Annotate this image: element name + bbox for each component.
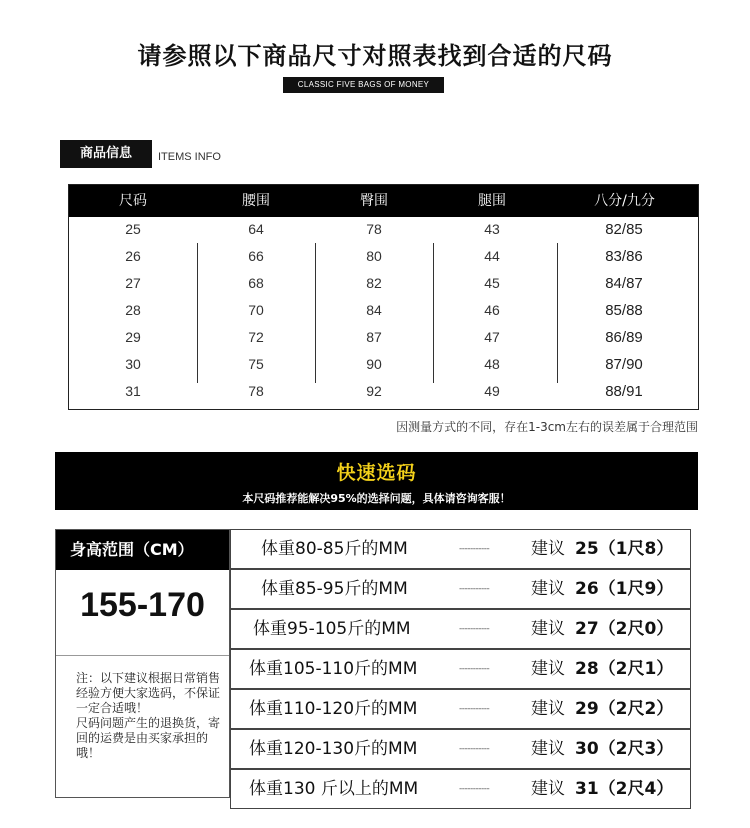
recommendation-row <box>230 729 691 769</box>
recommendation-row <box>230 529 691 569</box>
table-cell: 84 <box>366 302 382 318</box>
header-length: 八分/九分 <box>594 193 655 209</box>
table-cell: 78 <box>366 221 382 237</box>
suggest-label: 建议 <box>531 659 565 679</box>
suggested-size: 25（1尺8） <box>575 539 674 559</box>
table-cell: 75 <box>248 356 264 372</box>
quick-select-subtitle: 本尺码推荐能解决95%的选择问题，具体请咨询客服！ <box>242 492 511 505</box>
table-cell: 83/86 <box>605 248 643 265</box>
header-waist: 腰围 <box>242 193 270 209</box>
table-cell: 43 <box>484 221 500 237</box>
column-divider <box>557 243 558 383</box>
table-cell: 27 <box>125 275 141 291</box>
table-cell: 44 <box>484 248 500 264</box>
recommendation-row <box>230 689 691 729</box>
recommendation-row <box>230 649 691 689</box>
dash-leader: ----------- <box>459 584 490 594</box>
suggestion <box>531 570 673 608</box>
suggestion <box>531 530 673 568</box>
quick-select-title: 快速选码 <box>336 462 417 484</box>
column-divider <box>315 243 316 383</box>
table-cell: 85/88 <box>605 302 643 319</box>
table-cell: 70 <box>248 302 264 318</box>
dash-leader: ----------- <box>459 624 490 634</box>
suggest-label: 建议 <box>531 739 565 759</box>
table-cell: 31 <box>125 383 141 399</box>
suggestion <box>531 610 673 648</box>
dash-leader: ----------- <box>459 784 490 794</box>
suggested-size: 29（2尺2） <box>575 699 674 719</box>
table-cell: 82 <box>366 275 382 291</box>
suggest-label: 建议 <box>531 579 565 599</box>
suggested-size: 30（2尺3） <box>575 739 674 759</box>
table-cell: 47 <box>484 329 500 345</box>
suggest-label: 建议 <box>531 539 565 559</box>
table-cell: 78 <box>248 383 264 399</box>
table-cell: 87 <box>366 329 382 345</box>
table-cell: 68 <box>248 275 264 291</box>
recommendation-row <box>230 569 691 609</box>
measurement-note: 因测量方式的不同，存在1-3cm左右的误差属于合理范围 <box>396 420 698 434</box>
table-cell: 30 <box>125 356 141 372</box>
column-divider <box>433 243 434 383</box>
suggest-label: 建议 <box>531 619 565 639</box>
table-cell: 26 <box>125 248 141 264</box>
recommendation-row <box>230 609 691 649</box>
suggest-label: 建议 <box>531 779 565 799</box>
suggestion <box>531 770 673 808</box>
table-cell: 49 <box>484 383 500 399</box>
dash-leader: ----------- <box>459 544 490 554</box>
suggestion <box>531 690 673 728</box>
header-thigh: 腿围 <box>478 193 506 209</box>
table-cell: 88/91 <box>605 383 643 400</box>
table-cell: 84/87 <box>605 275 643 292</box>
suggested-size: 31（2尺4） <box>575 779 674 799</box>
weight-range: 体重80-85斤的MM <box>261 539 408 559</box>
suggested-size: 28（2尺1） <box>575 659 674 679</box>
dash-leader: ----------- <box>459 744 490 754</box>
suggest-label: 建议 <box>531 699 565 719</box>
height-panel <box>55 529 230 798</box>
size-table <box>68 184 699 410</box>
items-info-label: 商品信息 <box>60 140 152 168</box>
table-cell: 92 <box>366 383 382 399</box>
table-cell: 72 <box>248 329 264 345</box>
table-cell: 28 <box>125 302 141 318</box>
dash-leader: ----------- <box>459 704 490 714</box>
page-title: 请参照以下商品尺寸对照表找到合适的尺码 <box>137 41 613 70</box>
weight-range: 体重120-130斤的MM <box>249 739 418 759</box>
weight-range: 体重130 斤以上的MM <box>249 779 419 799</box>
items-info-en: ITEMS INFO <box>158 151 221 163</box>
weight-range: 体重85-95斤的MM <box>261 579 408 599</box>
table-cell: 46 <box>484 302 500 318</box>
column-divider <box>197 243 198 383</box>
suggestion <box>531 650 673 688</box>
table-cell: 90 <box>366 356 382 372</box>
dash-leader: ----------- <box>459 664 490 674</box>
suggested-size: 26（1尺9） <box>575 579 674 599</box>
table-cell: 87/90 <box>605 356 643 373</box>
table-cell: 80 <box>366 248 382 264</box>
height-range-value: 155-170 <box>80 586 205 624</box>
table-cell: 45 <box>484 275 500 291</box>
table-cell: 29 <box>125 329 141 345</box>
panel-divider <box>56 655 229 656</box>
table-cell: 82/85 <box>605 221 643 238</box>
table-cell: 86/89 <box>605 329 643 346</box>
quick-select-banner <box>55 452 698 510</box>
suggestion <box>531 730 673 768</box>
weight-range: 体重105-110斤的MM <box>249 659 418 679</box>
table-cell: 66 <box>248 248 264 264</box>
weight-range: 体重95-105斤的MM <box>253 619 411 639</box>
header-hip: 臀围 <box>360 193 388 209</box>
table-cell: 64 <box>248 221 264 237</box>
recommendation-row <box>230 769 691 809</box>
table-header <box>69 185 698 217</box>
weight-range: 体重110-120斤的MM <box>249 699 418 719</box>
table-cell: 48 <box>484 356 500 372</box>
suggested-size: 27（2尺0） <box>575 619 674 639</box>
subtitle-badge: CLASSIC FIVE BAGS OF MONEY <box>283 77 444 93</box>
table-cell: 25 <box>125 221 141 237</box>
height-range-label: 身高范围（CM） <box>56 530 229 570</box>
header-size: 尺码 <box>119 193 147 209</box>
side-note: 注：以下建议根据日常销售经验方便大家选码，不保证一定合适哦！ 尺码问题产生的退换货，寄回的运费是由买家承担的哦！ <box>76 671 221 760</box>
